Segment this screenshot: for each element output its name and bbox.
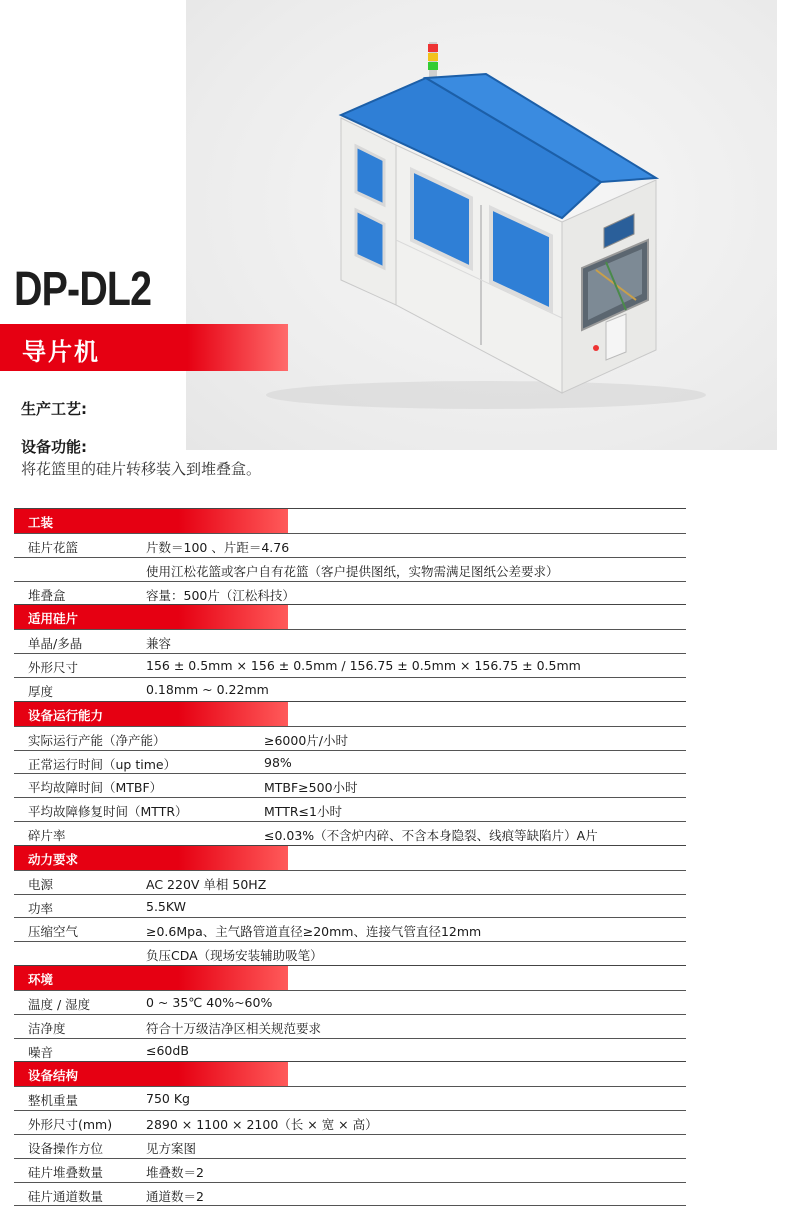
row-value: 符合十万级洁净区相关规范要求 xyxy=(146,1020,322,1036)
row-value: ≥0.6Mpa、主气路管道直径≥20mm、连接气管直径12mm xyxy=(146,924,482,940)
section-title: 设备结构 xyxy=(28,1068,79,1084)
row-value: 0.18mm ~ 0.22mm xyxy=(146,681,269,697)
table-row xyxy=(14,1182,686,1206)
row-label: 整机重量 xyxy=(28,1093,79,1109)
product-name: 导片机 xyxy=(22,338,100,366)
row-label: 功率 xyxy=(28,900,54,916)
table-row xyxy=(14,990,686,1014)
row-label: 正常运行时间（up time） xyxy=(28,756,177,772)
row-label: 硅片花篮 xyxy=(28,540,79,555)
row-label: 厚度 xyxy=(28,683,54,699)
row-value: 兼容 xyxy=(146,636,172,652)
row-label: 单晶/多晶 xyxy=(28,636,83,652)
row-label: 硅片堆叠数量 xyxy=(28,1164,104,1180)
section-header xyxy=(14,604,686,629)
model-title: DP-DL2 xyxy=(14,263,152,316)
section-header xyxy=(14,845,686,870)
row-value: ≤0.03%（不含炉内碎、不含本身隐裂、线痕等缺陷片）A片 xyxy=(264,827,598,843)
row-value: 堆叠数＝2 xyxy=(146,1164,204,1180)
row-label: 碎片率 xyxy=(28,827,66,843)
table-row xyxy=(14,894,686,918)
machine-illustration xyxy=(186,0,777,450)
table-row xyxy=(14,821,686,845)
row-value: 2890 × 1100 × 2100（长 × 宽 × 高） xyxy=(146,1117,378,1133)
row-value: 通道数＝2 xyxy=(146,1188,204,1204)
row-value: 156 ± 0.5mm × 156 ± 0.5mm / 156.75 ± 0.5mm × 156.75 ± 0.5mm xyxy=(146,658,581,674)
table-row xyxy=(14,870,686,894)
row-label: 硅片通道数量 xyxy=(28,1188,104,1204)
row-value: 5.5KW xyxy=(146,898,186,914)
row-value: MTTR≤1小时 xyxy=(264,804,342,820)
row-label: 设备操作方位 xyxy=(28,1140,104,1156)
table-row xyxy=(14,1134,686,1158)
row-label: 外形尺寸 xyxy=(28,660,79,676)
table-row xyxy=(14,533,686,557)
row-label: 实际运行产能（净产能） xyxy=(28,732,166,748)
row-label: 噪音 xyxy=(28,1044,54,1060)
table-row xyxy=(14,1086,686,1110)
row-value: 0 ~ 35℃ 40%~60% xyxy=(146,994,273,1010)
table-row xyxy=(14,797,686,821)
row-value: 使用江松花篮或客户自有花篮（客户提供图纸，实物需满足图纸公差要求） xyxy=(146,563,559,579)
section-header xyxy=(14,701,686,726)
row-value: ≥6000片/小时 xyxy=(264,732,348,748)
table-row xyxy=(14,941,686,965)
table-row xyxy=(14,1158,686,1182)
table-row xyxy=(14,677,686,701)
section-header xyxy=(14,965,686,990)
section-header-bar xyxy=(14,966,288,990)
row-label: 堆叠盒 xyxy=(28,587,66,603)
table-row xyxy=(14,581,686,605)
row-value: AC 220V 单相 50HZ xyxy=(146,876,267,892)
table-row xyxy=(14,750,686,774)
section-title: 适用硅片 xyxy=(28,611,79,627)
table-row xyxy=(14,726,686,750)
section-header xyxy=(14,508,686,533)
row-label: 温度 / 湿度 xyxy=(28,996,91,1012)
table-row xyxy=(14,1014,686,1038)
row-value: 750 Kg xyxy=(146,1091,190,1107)
section-header xyxy=(14,1061,686,1086)
table-row xyxy=(14,1038,686,1062)
row-value: 负压CDA（现场安装辅助吸笔） xyxy=(146,948,323,964)
row-label: 电源 xyxy=(28,876,54,892)
row-value: 见方案图 xyxy=(146,1140,197,1156)
section-title: 环境 xyxy=(28,971,54,987)
section-title: 设备运行能力 xyxy=(28,707,104,723)
row-label: 洁净度 xyxy=(28,1020,66,1036)
row-value: 容量：500片（江松科技） xyxy=(146,587,295,603)
section-title: 工装 xyxy=(28,515,54,530)
product-image xyxy=(186,0,777,450)
section-header-bar xyxy=(14,509,288,533)
row-value: 片数＝100 、片距＝4.76 xyxy=(146,540,290,555)
table-row xyxy=(14,773,686,797)
table-row xyxy=(14,917,686,941)
section-title: 动力要求 xyxy=(28,851,79,867)
process-label: 生产工艺: xyxy=(21,400,87,418)
row-label: 压缩空气 xyxy=(28,924,79,940)
row-label: 平均故障修复时间（MTTR） xyxy=(28,804,188,820)
row-value: ≤60dB xyxy=(146,1042,189,1058)
function-text: 将花篮里的硅片转移装入到堆叠盒。 xyxy=(21,460,262,478)
table-row xyxy=(14,557,686,581)
table-row xyxy=(14,1110,686,1134)
row-value: MTBF≥500小时 xyxy=(264,780,358,796)
function-label: 设备功能: xyxy=(21,438,87,456)
table-row xyxy=(14,629,686,653)
row-label: 外形尺寸(mm) xyxy=(28,1117,113,1133)
row-label: 平均故障时间（MTBF） xyxy=(28,780,163,796)
table-row xyxy=(14,653,686,677)
spec-table xyxy=(14,508,686,1206)
row-value: 98% xyxy=(264,754,292,770)
